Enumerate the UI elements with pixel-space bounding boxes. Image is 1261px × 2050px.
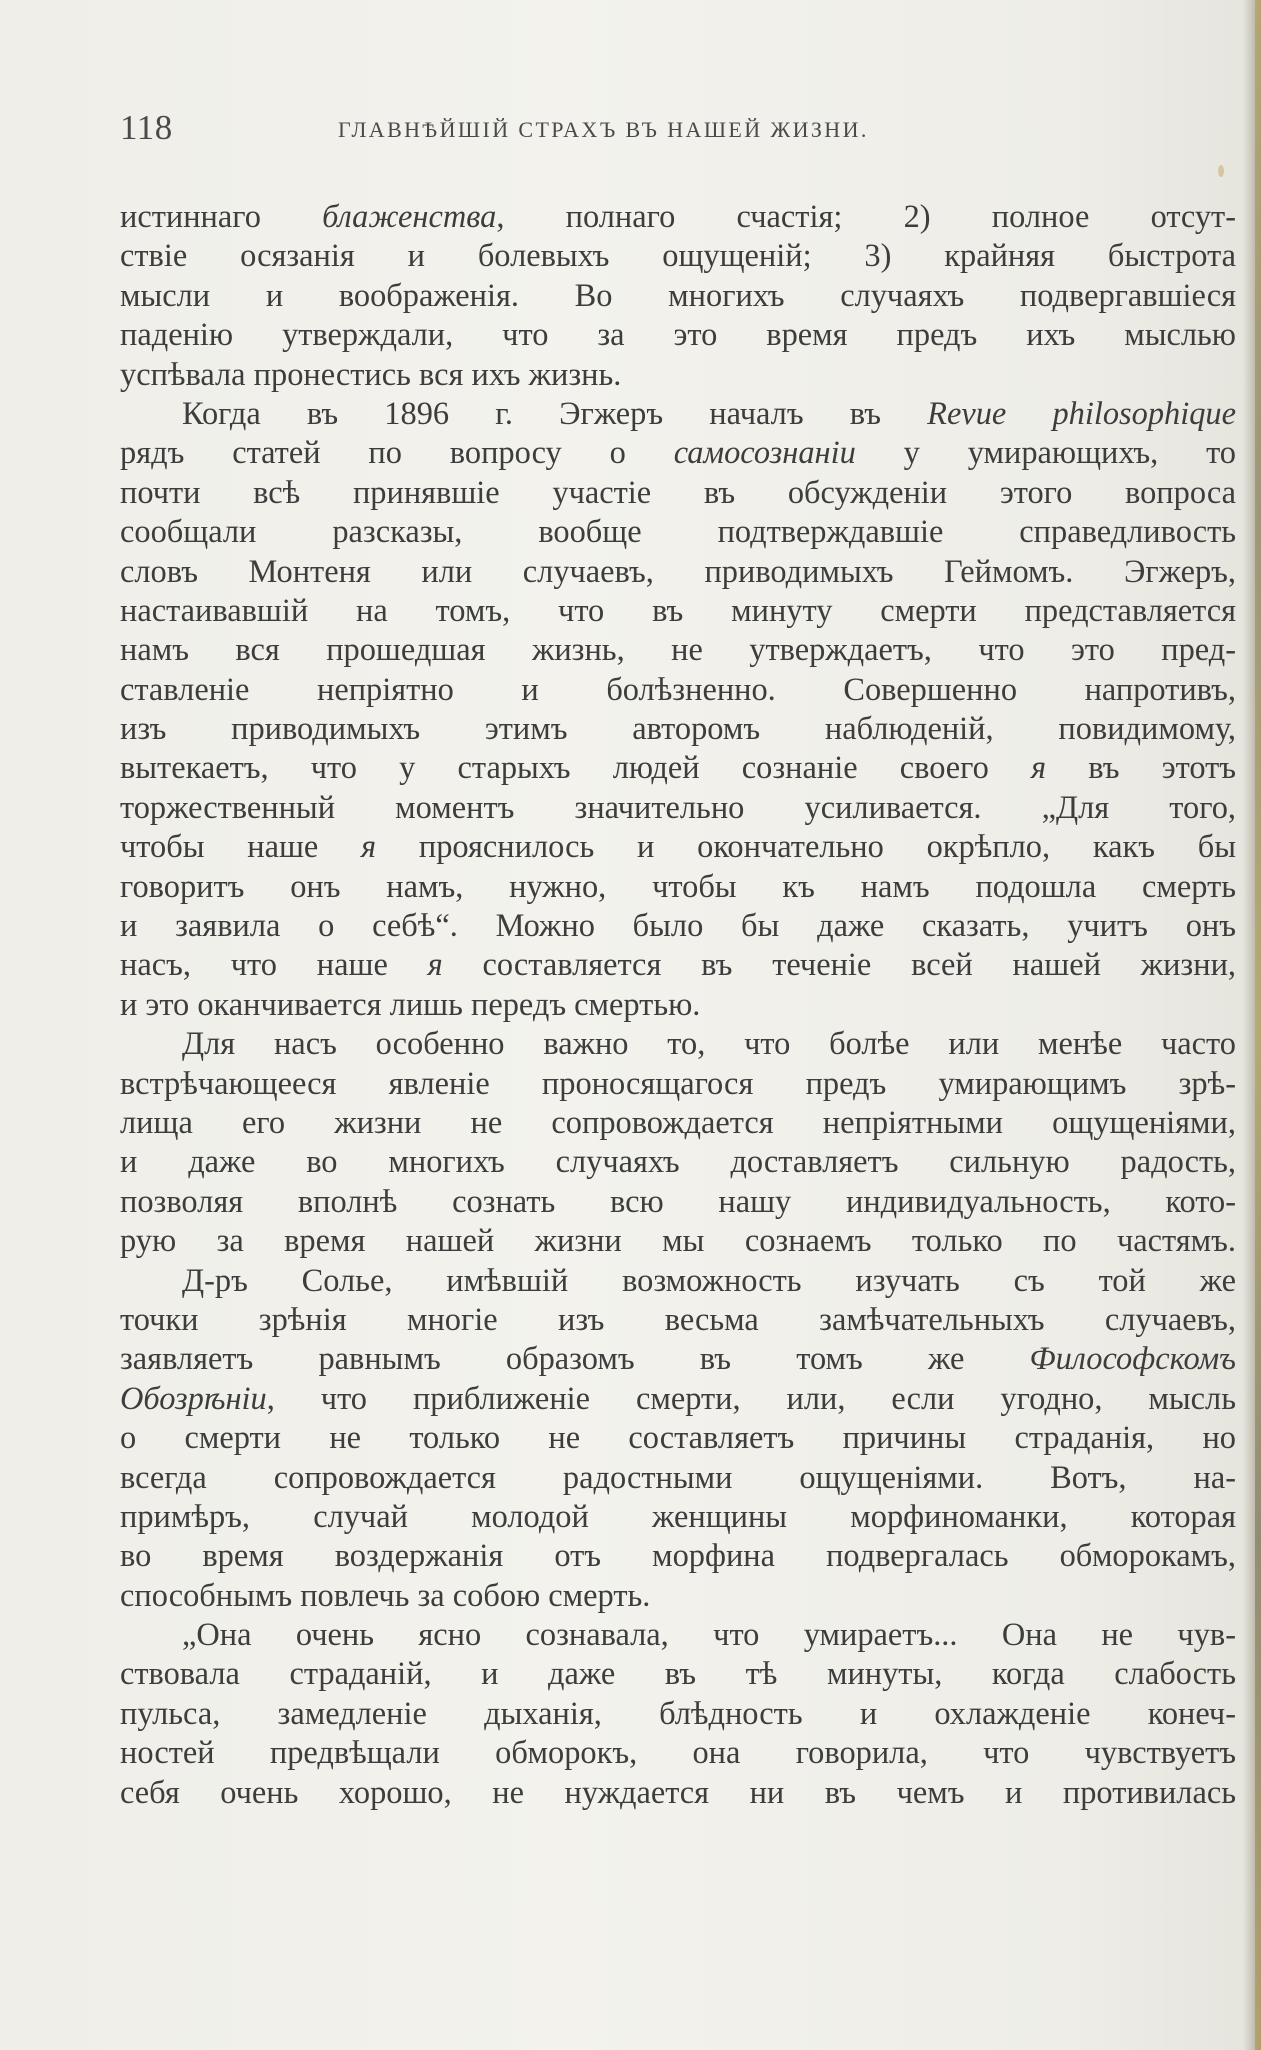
text-run: составляется въ теченіе всей нашей жизни, xyxy=(442,947,1236,984)
text-run: пульса, замедленіе дыханія, блѣдность и охлажденіе конеч- xyxy=(120,1695,1236,1732)
text-run: встрѣчающееся явленіе проносящагося предъ умирающимъ зрѣ- xyxy=(120,1065,1236,1102)
text-run: „Она очень ясно сознавала, что умираетъ... Она не чув- xyxy=(182,1617,1236,1654)
text-line xyxy=(120,1340,1236,1379)
text-line xyxy=(120,1301,1236,1340)
text-line xyxy=(120,631,1236,670)
text-line xyxy=(120,1143,1236,1182)
text-line xyxy=(120,1537,1236,1576)
text-run: успѣвала пронестись вся ихъ жизнь. xyxy=(120,356,622,393)
text-line xyxy=(120,474,1236,513)
text-run: намъ вся прошедшая жизнь, не утверждаетъ, что это пред- xyxy=(120,632,1236,669)
italic-text: я xyxy=(1031,750,1047,787)
text-run: словъ Монтеня или случаевъ, приводимыхъ Геймомъ. Эгжеръ, xyxy=(120,553,1236,590)
text-line xyxy=(120,1222,1236,1261)
text-line xyxy=(120,986,1236,1025)
paper-stain xyxy=(1218,165,1224,177)
text-line xyxy=(120,1065,1236,1104)
text-line xyxy=(120,395,1236,434)
text-run: у умирающихъ, то xyxy=(855,435,1236,472)
text-run: рядъ статей по вопросу о xyxy=(120,435,674,472)
text-run: Д-ръ Солье, имѣвшій возможность изучать съ той же xyxy=(182,1262,1236,1299)
italic-text: Философскомъ xyxy=(1029,1341,1236,1378)
running-title: ГЛАВНѢЙШІЙ СТРАХЪ ВЪ НАШЕЙ ЖИЗНИ. xyxy=(338,117,869,142)
text-line xyxy=(120,1380,1236,1419)
text-line xyxy=(120,1498,1236,1537)
text-line xyxy=(120,868,1236,907)
text-line xyxy=(120,316,1236,355)
text-line xyxy=(120,1655,1236,1694)
italic-text: я xyxy=(361,829,377,866)
text-run: чтобы наше xyxy=(120,829,362,866)
text-line xyxy=(120,592,1236,631)
body-text xyxy=(120,198,1236,1813)
text-run: Когда въ 1896 г. Эгжеръ началъ въ xyxy=(182,395,928,432)
text-run: , что приближеніе смерти, или, если угодно, мысль xyxy=(266,1380,1236,1417)
text-run: мысли и воображенія. Во многихъ случаяхъ подвергавшіеся xyxy=(120,277,1236,314)
text-run: точки зрѣнія многіе изъ весьма замѣчательныхъ случаевъ, xyxy=(120,1301,1236,1338)
text-line xyxy=(120,828,1236,867)
text-run: и заявила о себѣ“. Можно было бы даже сказать, учитъ онъ xyxy=(120,908,1236,945)
text-run: говоритъ онъ намъ, нужно, чтобы къ намъ подошла смерть xyxy=(120,868,1236,905)
text-run: способнымъ повлечь за собою смерть. xyxy=(120,1577,651,1614)
italic-text: я xyxy=(427,947,443,984)
text-run: позволяя вполнѣ сознать всю нашу индивидуальность, кото- xyxy=(120,1183,1236,1220)
text-line xyxy=(120,1695,1236,1734)
text-run: во время воздержанія отъ морфина подвергалась обморокамъ, xyxy=(120,1538,1236,1575)
text-run: лища его жизни не сопровождается непріятными ощущеніями, xyxy=(120,1104,1236,1141)
text-line xyxy=(120,277,1236,316)
text-line xyxy=(120,1104,1236,1143)
text-run: паденію утверждали, что за это время предъ ихъ мыслью xyxy=(120,317,1236,354)
text-run: насъ, что наше xyxy=(120,947,428,984)
text-line xyxy=(120,749,1236,788)
text-run: прояснилось и окончательно окрѣпло, какъ бы xyxy=(376,829,1236,866)
text-run: въ этотъ xyxy=(1046,750,1237,787)
text-line xyxy=(120,671,1236,710)
text-run: ностей предвѣщали обморокъ, она говорила, что чувствуетъ xyxy=(120,1735,1236,1772)
text-line xyxy=(120,434,1236,473)
text-run: почти всѣ принявшіе участіе въ обсужденіи этого вопроса xyxy=(120,474,1236,511)
text-line xyxy=(120,1025,1236,1064)
text-line xyxy=(120,198,1236,237)
text-line xyxy=(120,356,1236,395)
text-line xyxy=(120,946,1236,985)
text-run: рую за время нашей жизни мы сознаемъ только по частямъ. xyxy=(120,1223,1236,1260)
text-line xyxy=(120,907,1236,946)
text-run: всегда сопровождается радостными ощущеніями. Вотъ, на- xyxy=(120,1459,1236,1496)
text-run: торжественный моментъ значительно усиливается. „Для того, xyxy=(120,789,1236,826)
text-line xyxy=(120,789,1236,828)
text-run: примѣръ, случай молодой женщины морфиноманки, которая xyxy=(120,1498,1236,1535)
text-line xyxy=(120,710,1236,749)
text-line xyxy=(120,237,1236,276)
text-run: изъ приводимыхъ этимъ авторомъ наблюденій, повидимому, xyxy=(120,711,1236,748)
italic-text: блаженства xyxy=(322,199,497,235)
page-edge-strip xyxy=(1255,0,1261,2050)
text-run: ствіе осязанія и болевыхъ ощущеній; 3) крайняя быстрота xyxy=(120,238,1236,275)
italic-text: Revue philosophique xyxy=(927,395,1237,432)
page-number: 118 xyxy=(120,108,173,147)
text-run: ствовала страданій, и даже въ тѣ минуты, когда слабость xyxy=(120,1656,1236,1693)
text-run: , полнаго счастія; 2) полное отсут- xyxy=(496,199,1236,235)
text-run: истиннаго xyxy=(120,199,323,235)
italic-text: самосознаніи xyxy=(673,435,856,472)
text-line xyxy=(120,1183,1236,1222)
text-run: о смерти не только не составляетъ причины страданія, но xyxy=(120,1420,1236,1457)
text-line xyxy=(120,1459,1236,1498)
text-line xyxy=(120,1262,1236,1301)
text-run: и даже во многихъ случаяхъ доставляетъ сильную радость, xyxy=(120,1144,1236,1181)
text-line xyxy=(120,1734,1236,1773)
text-line xyxy=(120,1577,1236,1616)
italic-text: Обозрѣніи xyxy=(120,1380,267,1417)
text-run: вытекаетъ, что у старыхъ людей сознаніе своего xyxy=(120,750,1032,787)
text-run: заявляетъ равнымъ образомъ въ томъ же xyxy=(120,1341,1030,1378)
text-run: себя очень хорошо, не нуждается ни въ чемъ и противилась xyxy=(120,1774,1236,1811)
text-run: настаивавшій на томъ, что въ минуту смерти представляется xyxy=(120,592,1236,629)
text-line xyxy=(120,1616,1236,1655)
page-header xyxy=(120,108,1240,148)
text-line xyxy=(120,1774,1236,1813)
text-run: и это оканчивается лишь передъ смертью. xyxy=(120,986,701,1023)
text-run: сообщали разсказы, вообще подтверждавшіе справедливость xyxy=(120,514,1236,551)
text-run: ставленіе непріятно и болѣзненно. Совершенно напротивъ, xyxy=(120,671,1236,708)
text-run: Для насъ особенно важно то, что болѣе или менѣе часто xyxy=(182,1026,1236,1063)
text-line xyxy=(120,1419,1236,1458)
text-line xyxy=(120,513,1236,552)
text-line xyxy=(120,553,1236,592)
